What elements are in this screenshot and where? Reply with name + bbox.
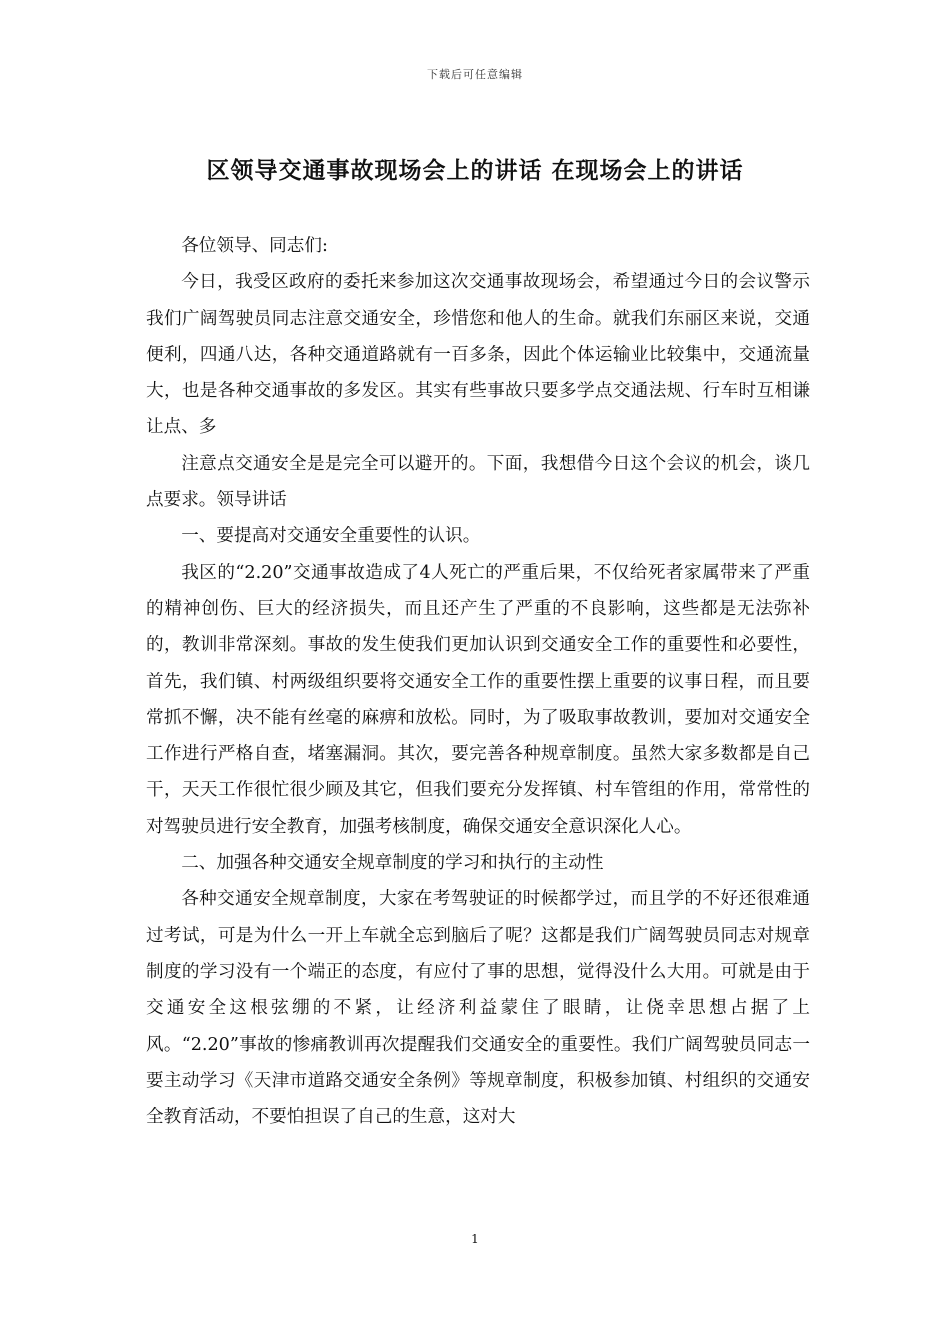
page-number: 1 bbox=[471, 1232, 479, 1246]
salutation-paragraph: 各位领导、同志们: bbox=[181, 236, 328, 256]
body-paragraph: 今日，我受区政府的委托来参加这次交通事故现场会，希望通过今日的会议警示我们广阔驾驶员同志注意交通安全，珍惜您和他人的生命。就我们东丽区来说，交通便利，四通八达，各种交通道路就有一百多条，因此个体运输业比较集中，交通流量大，也是各种交通事故的多发区。其实有些事故只要多学点交通法规、行车时互相谦让点、多 bbox=[146, 272, 810, 438]
body-paragraph: 我区的“2.20”交通事故造成了4人死亡的严重后果，不仅给死者家属带来了严重的精神创伤、巨大的经济损失，而且还产生了严重的不良影响，这些都是无法弥补的，教训非常深刻。事故的发生使我们更加认识到交通安全工作的重要性和必要性，首先，我们镇、村两级组织要将交通安全工作的重要性摆上重要的议事日程，而且要常抓不懈，决不能有丝毫的麻痹和放松。同时，为了吸取事故教训，要加对交通安全工作进行严格自查，堵塞漏洞。其次，要完善各种规章制度。虽然大家多数都是自己干，天天工作很忙很少顾及其它，但我们要充分发挥镇、村车管组的作用，常常性的对驾驶员进行安全教育，加强考核制度，确保交通安全意识深化人心。 bbox=[146, 562, 810, 837]
body-paragraph: 各种交通安全规章制度，大家在考驾驶证的时候都学过，而且学的不好还很难通过考试，可是为什么一开上车就全忘到脑后了呢？这都是我们广阔驾驶员同志对规章制度的学习没有一个端正的态度，有应付了事的思想，觉得没什么大用。可就是由于交通安全这根弦绷的不紧，让经济利益蒙住了眼睛，让侥幸思想占据了上风。“2.20”事故的惨痛教训再次提醒我们交通安全的重要性。我们广阔驾驶员同志一要主动学习《天津市道路交通安全条例》等规章制度，积极参加镇、村组织的交通安全教育活动，不要怕担误了自己的生意，这对大 bbox=[146, 889, 810, 1128]
section-heading: 一、要提高对交通安全重要性的认识。 bbox=[181, 526, 481, 547]
document-body bbox=[146, 228, 810, 1135]
document-title: 区领导交通事故现场会上的讲话 在现场会上的讲话 bbox=[206, 157, 744, 184]
section-heading: 二、加强各种交通安全规章制度的学习和执行的主动性 bbox=[181, 853, 604, 874]
body-paragraph: 注意点交通安全是是完全可以避开的。下面，我想借今日这个会议的机会，谈几点要求。领导讲话 bbox=[146, 453, 810, 511]
header-note: 下载后可任意编辑 bbox=[427, 68, 523, 81]
